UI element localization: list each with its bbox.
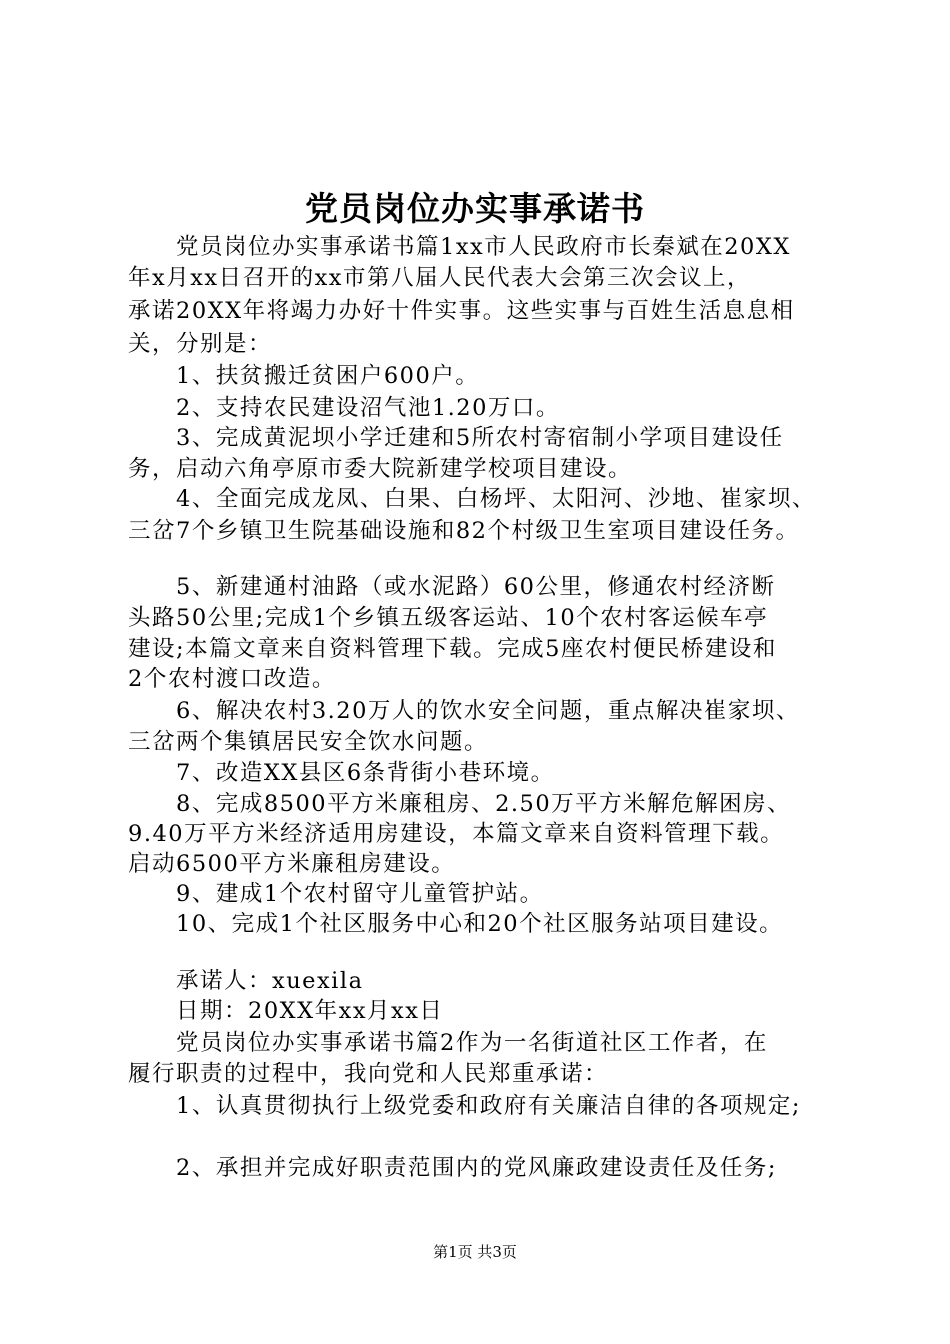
body-line: 承诺20XX年将竭力办好十件实事。这些实事与百姓生活息息相	[128, 298, 795, 324]
body-line: 党员岗位办实事承诺书篇1xx市人民政府市长秦斌在20XX	[128, 234, 791, 260]
document-title: 党员岗位办实事承诺书	[305, 189, 645, 228]
body-line: 关，分别是：	[128, 331, 273, 357]
body-line: 4、全面完成龙凤、白果、白杨坪、太阳河、沙地、崔家坝、	[128, 486, 816, 512]
body-line: 1、扶贫搬迁贫困户600户。	[128, 363, 480, 389]
body-line: 启动6500平方米廉租房建设。	[128, 851, 456, 877]
body-line: 年x月xx日召开的xx市第八届人民代表大会第三次会议上，	[128, 265, 751, 291]
body-line: 头路50公里;完成1个乡镇五级客运站、10个农村客运候车亭	[128, 605, 769, 631]
body-line: 建设;本篇文章来自资料管理下载。完成5座农村便民桥建设和	[128, 636, 777, 662]
body-line: 9.40万平方米经济适用房建设，本篇文章来自资料管理下载。	[128, 821, 785, 847]
body-line: 5、新建通村油路（或水泥路）60公里，修通农村经济断	[128, 574, 776, 600]
body-line: 党员岗位办实事承诺书篇2作为一名街道社区工作者，在	[128, 1030, 768, 1056]
body-line: 8、完成8500平方米廉租房、2.50万平方米解危解困房、	[128, 791, 792, 817]
body-line: 1、认真贯彻执行上级党委和政府有关廉洁自律的各项规定;	[128, 1093, 801, 1119]
body-line: 7、改造XX县区6条背街小巷环境。	[128, 760, 555, 786]
body-line: 三岔7个乡镇卫生院基础设施和82个村级卫生室项目建设任务。	[128, 518, 800, 544]
page-indicator: 第1页 共3页	[433, 1243, 517, 1261]
body-line: 2个农村渡口改造。	[128, 666, 336, 692]
date-line: 日期：20XX年xx月xx日	[128, 998, 444, 1024]
body-line: 履行职责的过程中，我向党和人民郑重承诺：	[128, 1061, 609, 1087]
signatory-line: 承诺人：xuexila	[128, 968, 364, 994]
body-line: 9、建成1个农村留守儿童管护站。	[128, 881, 544, 907]
body-line: 2、支持农民建设沼气池1.20万口。	[128, 395, 560, 421]
body-line: 6、解决农村3.20万人的饮水安全问题，重点解决崔家坝、	[128, 698, 800, 724]
body-line: 3、完成黄泥坝小学迁建和5所农村寄宿制小学项目建设任	[128, 425, 784, 451]
body-line: 务，启动六角亭原市委大院新建学校项目建设。	[128, 456, 633, 482]
body-line: 2、承担并完成好职责范围内的党风廉政建设责任及任务;	[128, 1155, 777, 1181]
body-line: 三岔两个集镇居民安全饮水问题。	[128, 729, 489, 755]
body-line: 10、完成1个社区服务中心和20个社区服务站项目建设。	[128, 911, 784, 937]
